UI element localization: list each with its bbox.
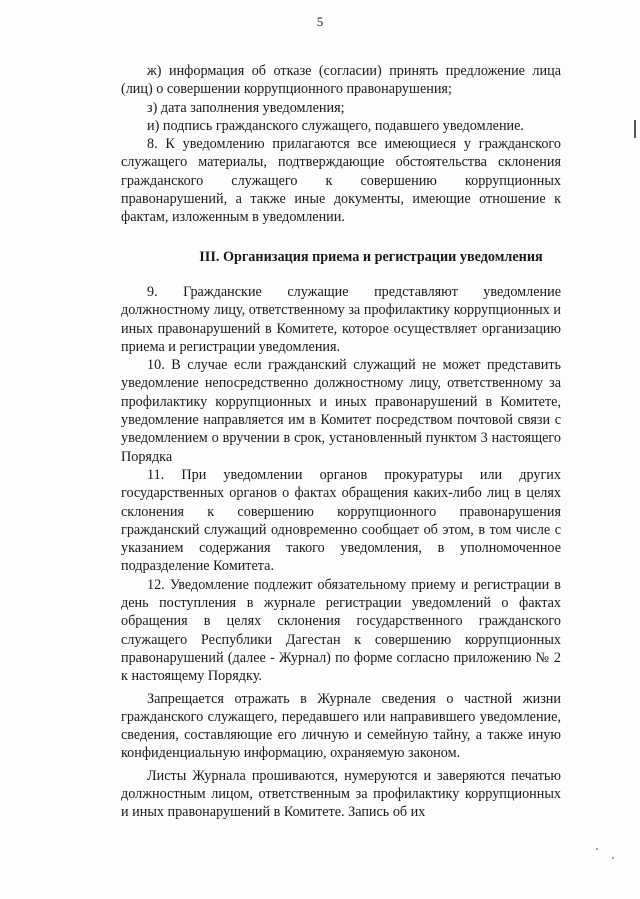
paragraph-12: 12. Уведомление подлежит обязательному приему и регистрации в день поступления в журнале регистрации уведомлений о фактах обращения в целях склонения государственного гражданского служащего Республики Дагестан к совершению коррупционных правонарушений (далее - Журнал) по форме согласно приложению № 2 к настоящему Порядку. [121,576,561,685]
paragraph-zh: ж) информация об отказе (согласии) принять предложение лица (лиц) о совершении коррупционного правонарушения; [121,63,561,98]
document-body [121,62,561,822]
scan-edge-mark [634,120,636,138]
paragraph-8: 8. К уведомлению прилагаются все имеющиеся у гражданского служащего материалы, подтверждающие обстоятельства склонения гражданского служащего к совершению коррупционных правонарушений, а также иные документы, имеющие отношение к фактам, изложенным в уведомлении. [121,136,561,226]
paragraph-10: 10. В случае если гражданский служащий не может представить уведомление непосредственно должностному лицу, ответственному за профилактику коррупционных и иных правонарушений в Комитете, уведомление направляется им в Комитет посредством почтовой связи с уведомлением о вручении в срок, установленный пунктом 3 настоящего Порядка [121,357,561,465]
paragraph-11: 11. При уведомлении органов прокуратуры или других государственных органов о фактах обращения каких-либо лиц в целях склонения к совершению коррупционного правонарушения гражданский служащий одновременно сообщает об этом, в том числе с указанием содержания такого уведомления, в уполномоченное подразделение Комитета. [121,466,561,575]
scan-speck [596,848,598,850]
section-heading: III. Организация приема и регистрации уведомления [199,248,543,265]
paragraph-9: 9. Гражданские служащие представляют уведомление должностному лицу, ответственному за профилактику коррупционных и иных правонарушений в Комитете, которое осуществляет организацию приема и регистрации уведомления. [121,283,561,355]
page-number: 5 [316,14,324,29]
scan-speck [612,857,614,859]
paragraph-journal-sheets: Листы Журнала прошиваются, нумеруются и заверяются печатью должностным лицом, ответственным за профилактику коррупционных и иных правонарушений в Комитете. Запись об их [121,767,561,821]
paragraph-i: и) подпись гражданского служащего, подавшего уведомление. [147,117,524,134]
paragraph-journal-prohibition: Запрещается отражать в Журнале сведения о частной жизни гражданского служащего, передавшего или направившего уведомление, сведения, составляющие его личную и семейную тайну, а также иную конфиденциальную информацию, охраняемую законом. [121,690,561,762]
paragraph-z: з) дата заполнения уведомления; [147,99,345,116]
